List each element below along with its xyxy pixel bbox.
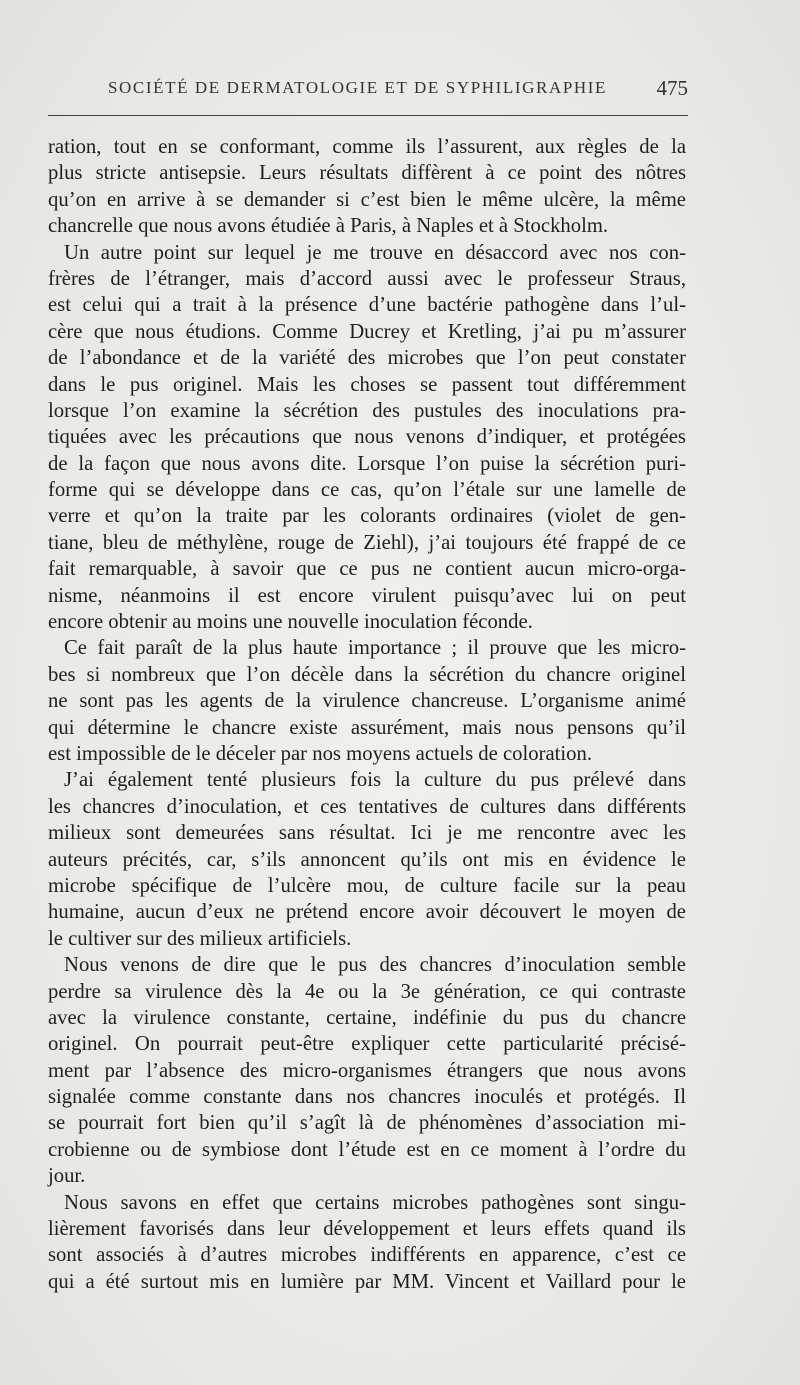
text-line: qu’on en arrive à se demander si c’est bien le même ulcère, la même (48, 188, 686, 211)
text-line: chancrelle que nous avons étudiée à Paris, à Naples et à Stockholm. (48, 215, 609, 238)
header-rule (48, 115, 688, 116)
text-line: Nous savons en effet que certains microbes pathogènes sont singu- (64, 1191, 686, 1214)
text-line: forme qui se développe dans ce cas, qu’on l’étale sur une lamelle de (48, 479, 686, 502)
text-line: ment par l’absence des micro-organismes étrangers que nous avons (48, 1059, 686, 1082)
text-line: jour. (48, 1165, 86, 1188)
text-line: est celui qui a trait à la présence d’une bactérie pathogène dans l’ul- (48, 294, 686, 317)
text-line: J’ai également tenté plusieurs fois la culture du pus prélevé dans (64, 769, 686, 792)
text-line: plus stricte antisepsie. Leurs résultats diffèrent à ce point des nôtres (48, 162, 686, 185)
text-line: nisme, néanmoins il est encore virulent puisqu’avec lui on peut (48, 584, 686, 607)
text-line: Nous venons de dire que le pus des chancres d’inoculation semble (64, 954, 686, 977)
text-line: milieux sont demeurées sans résultat. Ici je me rencontre avec les (48, 822, 686, 845)
running-header (108, 78, 688, 102)
text-line: les chancres d’inoculation, et ces tentatives de cultures dans différents (48, 795, 686, 818)
text-line: sont associés à d’autres microbes indifférents en apparence, c’est ce (48, 1244, 686, 1267)
running-title: SOCIÉTÉ DE DERMATOLOGIE ET DE SYPHILIGRAPHIE (108, 78, 608, 97)
text-line: encore obtenir au moins une nouvelle inoculation féconde. (48, 611, 533, 634)
text-line: perdre sa virulence dès la 4e ou la 3e génération, ce qui contraste (48, 980, 686, 1003)
text-line: lorsque l’on examine la sécrétion des pustules des inoculations pra- (48, 399, 686, 422)
text-line: Ce fait paraît de la plus haute importance ; il prouve que les micro- (64, 637, 686, 660)
text-line: verre et qu’on la traite par les colorants ordinaires (violet de gen- (48, 505, 686, 528)
text-line: est impossible de le déceler par nos moyens actuels de coloration. (48, 742, 593, 765)
text-line: bes si nombreux que l’on décèle dans la sécrétion du chancre originel (48, 663, 686, 686)
text-line: ration, tout en se conformant, comme ils l’assurent, aux règles de la (48, 136, 686, 158)
body-text (48, 134, 686, 1295)
text-line: tiane, bleu de méthylène, rouge de Ziehl), j’ai toujours été frappé de ce (48, 531, 686, 554)
text-line: Un autre point sur lequel je me trouve en désaccord avec nos con- (64, 241, 686, 264)
text-line: qui détermine le chancre existe assurément, mais nous pensons qu’il (48, 716, 686, 739)
text-line: humaine, aucun d’eux ne prétend encore avoir découvert le moyen de (48, 901, 686, 924)
text-line: lièrement favorisés dans leur développement et leurs effets quand ils (48, 1218, 686, 1241)
text-line: qui a été surtout mis en lumière par MM. Vincent et Vaillard pour le (48, 1270, 686, 1293)
text-line: avec la virulence constante, certaine, indéfinie du pus du chancre (48, 1006, 686, 1029)
text-line: de l’abondance et de la variété des microbes que l’on peut constater (48, 347, 686, 370)
text-line: auteurs précités, car, s’ils annoncent qu’ils ont mis en évidence le (48, 848, 686, 871)
text-line: microbe spécifique de l’ulcère mou, de culture facile sur la peau (48, 874, 686, 897)
text-line: signalée comme constante dans nos chancres inoculés et protégés. Il (48, 1086, 686, 1109)
text-line: de la façon que nous avons dite. Lorsque l’on puise la sécrétion puri- (48, 452, 686, 475)
text-line: cère que nous étudions. Comme Ducrey et Kretling, j’ai pu m’assurer (48, 320, 686, 343)
text-line: tiquées avec les précautions que nous venons d’indiquer, et protégées (48, 426, 686, 449)
text-line: originel. On pourrait peut-être expliquer cette particularité précisé- (48, 1033, 686, 1056)
text-line: ne sont pas les agents de la virulence chancreuse. L’organisme animé (48, 690, 686, 713)
page-number: 475 (656, 76, 688, 100)
text-line: se pourrait fort bien qu’il s’agît là de phénomènes d’association mi- (48, 1112, 686, 1135)
text-line: dans le pus originel. Mais les choses se passent tout différemment (48, 373, 686, 396)
text-line: frères de l’étranger, mais d’accord aussi avec le professeur Straus, (48, 267, 686, 290)
text-line: crobienne ou de symbiose dont l’étude est en ce moment à l’ordre du (48, 1138, 686, 1161)
text-line: le cultiver sur des milieux artificiels. (48, 927, 352, 950)
text-line: fait remarquable, à savoir que ce pus ne contient aucun micro-orga- (48, 558, 686, 581)
